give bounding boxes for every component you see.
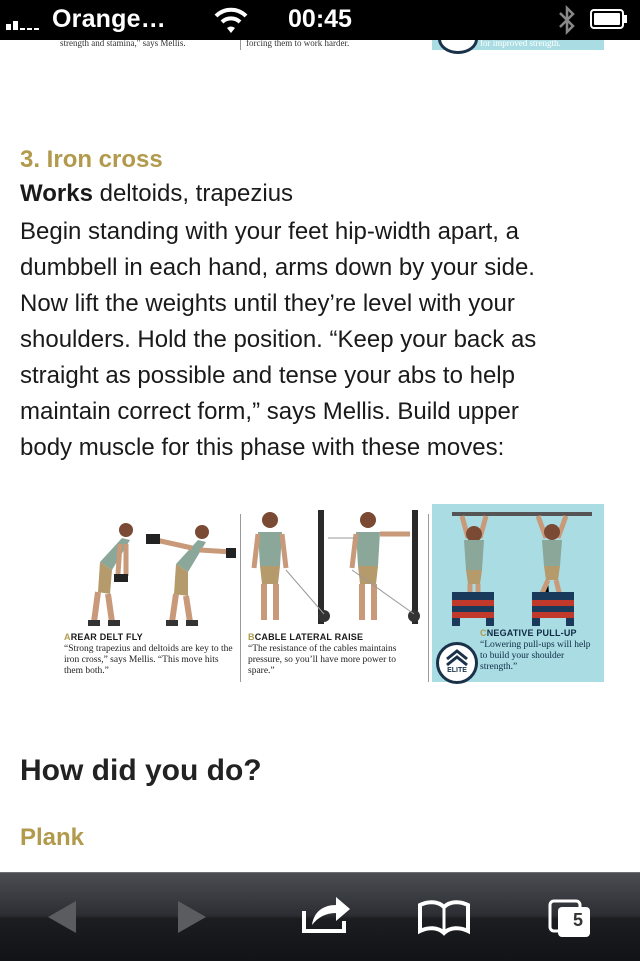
elite-badge-label: ELITE	[447, 667, 467, 674]
bluetooth-icon	[556, 4, 578, 36]
article-body	[20, 214, 620, 466]
status-bar	[0, 0, 640, 40]
figure-divider	[240, 514, 241, 682]
body-line: Begin standing with your feet hip-width apart, a	[20, 218, 519, 245]
share-icon	[284, 873, 364, 961]
battery-icon	[590, 9, 628, 29]
negative-pull-up-illustration	[432, 504, 604, 628]
section-heading: How did you do?	[20, 754, 262, 787]
caption-letter: B	[248, 632, 255, 642]
browser-toolbar	[0, 872, 640, 961]
bookmarks-button[interactable]	[404, 873, 484, 961]
body-line: Now lift the weights until they’re level with your	[20, 290, 515, 317]
works-label: Works	[20, 180, 93, 207]
caption-heading: CABLE LATERAL RAISE	[254, 632, 364, 642]
caption-letter: A	[64, 632, 71, 642]
caption-title	[480, 628, 577, 638]
strip-caption: strength and stamina," says Mellis.	[60, 40, 186, 48]
elite-logo-icon	[438, 40, 478, 54]
figure-divider	[428, 514, 429, 682]
divider	[240, 40, 241, 50]
subsection-title: Plank	[20, 824, 85, 851]
forward-button[interactable]	[150, 873, 230, 961]
strip-caption: forcing them to work harder.	[246, 40, 350, 48]
exercise-figure[interactable]	[60, 500, 606, 684]
caption-body: “The resistance of the cables maintains pressure, so you’ll have more power to spare.”	[248, 644, 397, 676]
caption-heading: NEGATIVE PULL-UP	[486, 628, 577, 638]
previous-figure-strip	[0, 40, 640, 52]
caption-body: “Strong trapezius and deltoids are key to the iron cross,” says Mellis. “This move hits them both.”	[64, 644, 233, 676]
body-line: maintain correct form,” says Mellis. Build upper	[20, 398, 519, 425]
bookmarks-icon	[404, 873, 484, 961]
share-button[interactable]	[284, 873, 364, 961]
body-line: dumbbell in each hand, arms down by your side.	[20, 254, 535, 281]
back-button[interactable]	[26, 873, 106, 961]
elite-badge-icon	[436, 642, 478, 684]
caption-title	[64, 632, 143, 642]
clock: 00:45	[288, 5, 352, 33]
strip-caption: for improved strength.	[480, 40, 561, 48]
body-line: shoulders. Hold the position. “Keep your back as	[20, 326, 537, 353]
exercise-panel-a	[60, 500, 238, 684]
works-muscles: deltoids, trapezius	[99, 180, 294, 207]
forward-icon	[150, 873, 230, 961]
rear-delt-fly-illustration	[60, 504, 238, 634]
section-title: 3. Iron cross	[20, 146, 163, 173]
exercise-panel-c	[432, 504, 604, 682]
carrier-name: Orange…	[52, 5, 166, 33]
caption-title	[248, 632, 363, 642]
exercise-panel-b	[242, 500, 428, 684]
back-icon	[26, 873, 106, 961]
tabs-count: 5	[572, 910, 583, 930]
page-content	[0, 40, 640, 872]
caption-heading: REAR DELT FLY	[70, 632, 143, 642]
cable-lateral-raise-illustration	[242, 504, 428, 634]
works-line	[20, 180, 293, 208]
caption-body: “Lowering pull-ups will help to build your shoulder strength.”	[480, 640, 591, 672]
caption-letter: C	[480, 628, 487, 638]
body-line: straight as possible and tense your abs to help	[20, 362, 515, 389]
body-line: body muscle for this phase with these moves:	[20, 434, 505, 461]
